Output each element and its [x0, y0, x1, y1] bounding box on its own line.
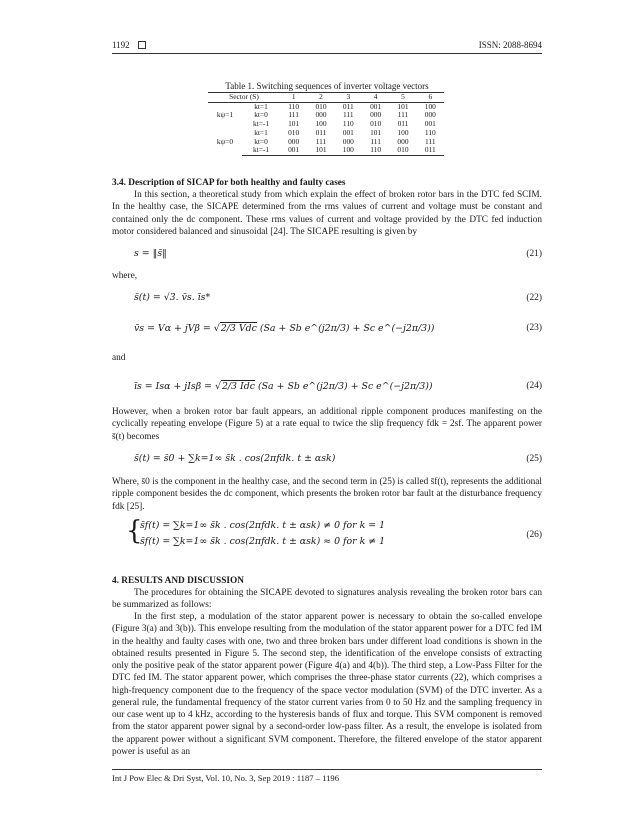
equation-radical: 2/3 Vdc: [220, 323, 257, 334]
table-cell: 110: [362, 146, 389, 155]
table-cell: 010: [315, 101, 327, 111]
table-row-key: kt=-1: [252, 119, 270, 129]
table-cell: 101: [397, 101, 409, 111]
paragraph-text: In this section, a theoretical study from which explain the effect of broken rotor bars in the DTC fed SCIM. In the healthy case, the SICAPE determined from the rms values of current and voltage must be constant and contained only the dc component. These rms values of current and voltage provided by the DTC fed induction motor considered balanced and sinusoidal [24]. The SICAPE resulting is given by: [112, 190, 542, 237]
table-cell: 101: [288, 119, 300, 129]
table-cell: 101: [307, 146, 334, 155]
table-header-cell: 2: [307, 93, 334, 103]
equation-26-number-row: [134, 529, 542, 543]
equation-21: [134, 248, 542, 262]
table-cell: 110: [424, 127, 436, 137]
equation-25: [134, 453, 542, 467]
table-cell: 110: [288, 101, 300, 111]
page-number: 1192: [112, 40, 130, 50]
table-cell: 010: [370, 119, 382, 129]
table-row-key: kt=1: [254, 127, 268, 137]
equation-number: (26): [526, 530, 542, 540]
table-cell: 100: [335, 146, 362, 155]
switching-table: [208, 92, 444, 156]
table-cell: 100: [397, 127, 409, 137]
table-header-cell: 4: [362, 93, 389, 103]
table-header-row: [208, 93, 444, 103]
table-group-label: kψ=0: [216, 136, 234, 146]
table-cell: 000: [424, 110, 436, 120]
table-cell: 010: [288, 127, 300, 137]
table-header-cell: 1: [280, 93, 307, 103]
table-row-key: kt=0: [254, 110, 268, 120]
square-bullet-icon: [138, 41, 146, 49]
table-cell: 110: [342, 119, 354, 129]
page-footer: Int J Pow Elec & Dri Syst, Vol. 10, No. 3, Sep 2019 : 1187 – 1196: [112, 769, 542, 784]
table-cell: 100: [315, 119, 327, 129]
table-cell: 011: [315, 127, 327, 137]
section-title: 4. RESULTS AND DISCUSSION: [112, 576, 244, 586]
where-paragraph: Where, s̄0 is the component in the healthy case, and the second term in (25) is called s̄f(t), represents the additional ripple component besides the dc component, which presents the broken rotor bar fault at the disturbance frequency fdk [25].: [112, 477, 542, 512]
equation-body: s̄(t) = √3. v̄s. īs*: [134, 292, 211, 303]
table-cell: 111: [425, 136, 436, 146]
equation-body: s = ‖s̄‖: [134, 248, 167, 259]
equation-24: īs = Isα + jIsβ = √2/3 Idc (Sa + Sb e^(j2π/3) + Sc e^(−j2π/3)) (24): [134, 381, 542, 392]
table-cell: 001: [370, 101, 382, 111]
equation-number: (21): [526, 249, 542, 259]
equation-23: v̄s = Vα + jVβ = √2/3 Vdc (Sa + Sb e^(j2π/3) + Sc e^(−j2π/3)) (23): [134, 323, 542, 334]
equation-number: (22): [526, 293, 542, 303]
equation-number: (23): [526, 323, 542, 333]
table-row: [208, 146, 444, 155]
paragraph-text: The procedures for obtaining the SICAPE devoted to signatures analysis revealing the broken rotor bars can be summarized as follows:: [112, 588, 542, 611]
equation-body: s̄f(t) = ∑k=1∞ s̄k . cos(2πfdk. t ± αsk) ≈ 0 for k ≠ 1: [140, 536, 386, 547]
table-cell: 000: [370, 110, 382, 120]
results-paragraph-1: [112, 587, 542, 612]
table-cell: 111: [315, 136, 327, 146]
and-label: and: [112, 353, 126, 363]
equation-body: s̄(t) = s̄0 + ∑k=1∞ s̄k . cos(2πfdk. t ± αsk): [134, 453, 336, 464]
table-cell: 101: [370, 127, 382, 137]
paragraph-text: In the first step, a modulation of the stator apparent power is necessary to obtain the so-called envelope (Figure 3(a) and 3(b)). This envelope resulting from the modulation of the stator apparent power for a DTC fed IM in the healthy and faulty cases with one, two and three broken bars under different load conditions is shown in the obtained results presented in Figure 5. The second step, the identification of the envelope consists of extracting only the positive peak of the stator apparent power (Figure 4(a) and 4(b)). The third step, a Low-Pass Filter for the DTC fed IM. The stator apparent power, which comprises the three-phase stator currents (22), which comprises a high-frequency component due to the frequency of the space vector modulation (SVM) of the DTC inverter. As a general rule, the fundamental frequency of the stator current varies from 0 to 50 Hz and the sampling frequency in our case went up to 4 kHz, according to the hysteresis bands of flux and torque. This SVM component is removed from the stator apparent power signal by a second-order low-pass filter. As a result, the envelope is isolated from the apparent power without a significant SVM component. Therefore, the filtered envelope of the stator apparent power is useful as an: [112, 612, 542, 757]
table-caption: Table 1. Switching sequences of inverter voltage vectors: [225, 81, 429, 91]
table-row-key: kt=-1: [242, 146, 280, 155]
fault-paragraph: However, when a broken rotor bar fault appears, an additional ripple component produces manifesting on the cyclically repeating envelope (Figure 5) at a rate equal to twice the slip frequency fdk = 2sf. The apparent power s̄(t) becomes: [112, 407, 542, 442]
table-cell: 000: [342, 136, 354, 146]
equation-body: s̄f(t) = ∑k=1∞ s̄k . cos(2πfdk. t ± αsk) ≠ 0 for k = 1: [140, 520, 386, 531]
table-cell: 111: [288, 110, 299, 120]
equation-number: (24): [526, 381, 542, 391]
table-cell: 111: [370, 136, 381, 146]
table-group-label: kψ=1: [216, 110, 234, 120]
equation-rhs: (Sa + Sb e^(j2π/3) + Sc e^(−j2π/3)): [257, 381, 433, 392]
issn-label: ISSN: 2088-8694: [478, 40, 542, 50]
table-cell: 011: [417, 146, 444, 155]
where-label: where,: [112, 271, 138, 281]
table-row-key: kt=0: [254, 136, 268, 146]
table-cell: 001: [280, 146, 307, 155]
table-cell: 010: [389, 146, 416, 155]
equation-lhs: īs = Isα + jIsβ =: [134, 381, 215, 392]
page-header: [112, 40, 542, 54]
left-brace: {: [126, 516, 143, 546]
table-header-cell: Sector (S): [208, 93, 280, 103]
table-row-key: kt=1: [254, 101, 268, 111]
equation-number: (25): [526, 454, 542, 464]
equation-lhs: v̄s = Vα + jVβ =: [134, 323, 214, 334]
results-paragraph-2: [112, 611, 542, 758]
table-cell: 000: [397, 136, 409, 146]
equation-22: [134, 292, 542, 306]
table-header-cell: 5: [389, 93, 416, 103]
table-cell: 100: [424, 101, 436, 111]
table-header-cell: 6: [417, 93, 444, 103]
table-header-cell: 3: [335, 93, 362, 103]
body-paragraph: [112, 189, 542, 238]
section-title: 3.4. Description of SICAP for both healthy and faulty cases: [112, 178, 346, 188]
table-cell: 111: [397, 110, 409, 120]
table-cell: 000: [288, 136, 300, 146]
table-cell: 001: [342, 127, 354, 137]
equation-rhs: (Sa + Sb e^(j2π/3) + Sc e^(−j2π/3)): [259, 323, 435, 334]
table-cell: 000: [315, 110, 327, 120]
equation-radical: 2/3 Idc: [221, 381, 255, 392]
table-cell: 111: [343, 110, 354, 120]
table-cell: 011: [342, 101, 354, 111]
table-cell: 001: [424, 119, 436, 129]
table-cell: 011: [397, 119, 409, 129]
